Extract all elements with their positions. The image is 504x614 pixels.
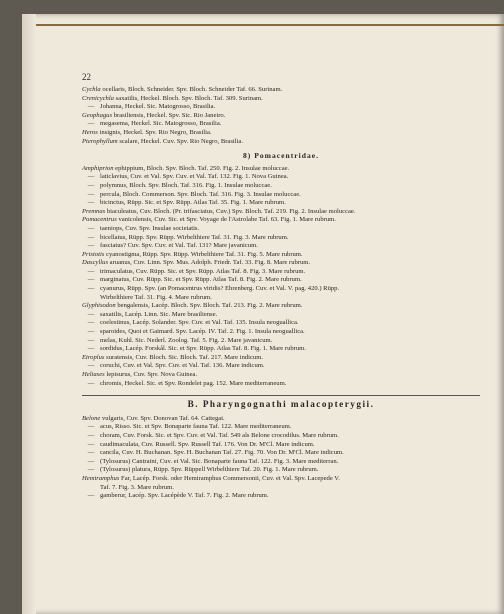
entry-text: marginatus, Cuv. Rüpp. Sic. et Spv. Rüpp. Atlas Taf. 8. Fig. 2. Mare rubrum. bbox=[100, 276, 302, 284]
block-cichlidae bbox=[82, 86, 480, 146]
entry-text: chromis, Heckel. Sic. et Spv. Rondelet pag. 152. Mare mediterraneum. bbox=[100, 379, 287, 387]
dash-mark: — bbox=[87, 423, 95, 431]
entry-line bbox=[82, 302, 480, 311]
dash-mark: — bbox=[87, 233, 95, 241]
entry-line bbox=[82, 475, 480, 484]
genus-name: Geophagus bbox=[82, 111, 113, 119]
block-pomacentridae bbox=[82, 165, 480, 388]
entry-text: suratensis, Cuv. Bloch. Sic. Bloch. Taf. 217. Mare indicum. bbox=[106, 353, 263, 361]
dash-mark: — bbox=[87, 242, 95, 250]
dash-mark: — bbox=[87, 103, 95, 111]
entry-line bbox=[82, 199, 480, 208]
genus-name: Belone bbox=[82, 414, 101, 422]
entry-text: sparoides, Quoi et Gaimard. Spv. Lacép. IV. Taf. 2. Fig. 1. Insula neoguallica. bbox=[100, 328, 305, 336]
entry-line bbox=[82, 285, 480, 294]
entry-text: ephippium, Bloch. Spv. Bloch. Taf. 250. Fig. 2. Insulae moluccae. bbox=[115, 164, 290, 172]
entry-text: vanicolensis, Cuv. Sic. et Spv. Voyage de l'Astrolabe Taf. 63. Fig. 1. Mare rubrum. bbox=[118, 216, 336, 224]
entry-line bbox=[82, 251, 480, 260]
entry-text: polymnus, Bloch. Spv. Bloch. Taf. 316. Fig. 1. Insulae moluccae. bbox=[100, 181, 272, 189]
entry-text: vulgaris, Cuv. Spv. Donovan Taf. 64. Cattegat. bbox=[101, 414, 225, 422]
dash-mark: — bbox=[87, 379, 95, 387]
entry-text: (Tylosurus) Cantraini, Cuv. et Val. Sic. Bonaparte fauna Taf. 122. Fig. 3. Mare mediterran. bbox=[100, 457, 339, 465]
dash-mark: — bbox=[87, 466, 95, 474]
entry-line bbox=[82, 173, 480, 182]
genus-name: Cychla bbox=[82, 86, 101, 93]
entry-line bbox=[82, 328, 480, 337]
genus-name: Pterophyllum bbox=[82, 137, 118, 145]
entry-text: melas, Kuhl. Sic. Nederl. Zoolog. Taf. 5. Fig. 2. Mare javanicum. bbox=[100, 336, 273, 344]
block-pharyngognathi bbox=[82, 415, 480, 501]
entry-line bbox=[82, 345, 480, 354]
genus-name: Crenicychla bbox=[82, 94, 114, 102]
entry-line bbox=[82, 242, 480, 251]
entry-line bbox=[82, 208, 480, 217]
dash-mark: — bbox=[87, 173, 95, 181]
entry-text: sordidus, Lacép. Forskål. Sic. et Spv. Rüpp. Atlas Taf. 8. Fig. 1. Mare rubrum. bbox=[100, 345, 306, 353]
entry-line bbox=[82, 466, 480, 475]
entry-line bbox=[82, 423, 480, 432]
entry-text: lepisurus, Cuv. Spv. Nova Guinea. bbox=[106, 371, 198, 378]
entry-line bbox=[82, 354, 480, 363]
entry-line bbox=[82, 120, 480, 129]
dash-mark: — bbox=[87, 431, 95, 439]
entry-text: cyanurus, Rüpp. Spv. (an Pomacentrus viridis? Ehrenberg. Cuv. et Val. V. pag. 420.) Rüpp. bbox=[100, 285, 340, 293]
entry-line bbox=[82, 380, 480, 389]
genus-name: Heros bbox=[82, 128, 98, 136]
page-top-rule bbox=[36, 24, 504, 26]
entry-text: saxatilis, Heckel. Bloch. Spv. Bloch. Taf. 309. Surinam. bbox=[115, 94, 263, 102]
dash-mark: — bbox=[87, 276, 95, 284]
entry-line bbox=[82, 225, 480, 234]
entry-text: coruchi, Cuv. et Val. Spv. Cuv. et Val. Taf. 136. Mare indicum. bbox=[100, 362, 265, 370]
entry-line bbox=[82, 182, 480, 191]
entry-text: caudimaculata, Cuv. Russell. Spv. Russell Taf. 176. Von Dr. M'Cl. Mare indicum. bbox=[100, 440, 315, 448]
entry-line bbox=[82, 103, 480, 112]
entry-text: taeniops, Cuv. Spv. Insulae societatis. bbox=[100, 224, 200, 232]
entry-continuation: Taf. 7. Fig. 3. Mare rubrum. bbox=[100, 483, 174, 491]
entry-line bbox=[82, 112, 480, 121]
genus-name: Etroplus bbox=[82, 353, 105, 361]
genus-name: Glyphisodon bbox=[82, 302, 116, 310]
entry-line bbox=[82, 216, 480, 225]
entry-text: bicinctus, Rüpp. Sic. et Spv. Rüpp. Atlas Taf. 35. Fig. 1. Mare rubrum. bbox=[100, 199, 286, 207]
entry-text: fasciatus? Cuv. Spv. Cuv. et Val. Taf. 131? Mare javanicum. bbox=[100, 242, 258, 250]
dash-mark: — bbox=[87, 328, 95, 336]
section-heading-pharyngognathi: B. Pharyngognathi malacopterygii. bbox=[82, 395, 480, 409]
entry-line bbox=[82, 129, 480, 138]
entry-line bbox=[82, 432, 480, 441]
entry-line bbox=[82, 276, 480, 285]
entry-text: megasema, Heckel. Sic. Matogrosso, Brasilia. bbox=[100, 120, 222, 128]
entry-text: aruanus, Cuv. Linn. Spv. Mus. Adolph. Friedr. Taf. 33. Fig. 8. Mare rubrum. bbox=[109, 259, 311, 267]
dash-mark: — bbox=[87, 120, 95, 128]
entry-line bbox=[82, 458, 480, 467]
entry-text: saxatilis, Lacép. Linn. Sic. Mare brasiliense. bbox=[100, 310, 218, 318]
entry-line bbox=[82, 449, 480, 458]
entry-text: ocellaris, Bloch. Schneider. Spv. Bloch. Schneider Taf. 66. Surinam. bbox=[102, 86, 283, 93]
entry-line bbox=[82, 371, 480, 380]
genus-name: Heliases bbox=[82, 371, 105, 378]
entry-text: brasiliensis, Heckel. Spv. Sic. Rio Janeiro. bbox=[113, 111, 226, 119]
dash-mark: — bbox=[87, 285, 95, 293]
entry-text: biaculeatus, Cuv. Bloch. (Pr. trifasciatus, Cuv.) Spv. Bloch. Taf. 219. Fig. 2. Insulae moluccae. bbox=[106, 207, 356, 215]
entry-line bbox=[82, 234, 480, 243]
entry-continuation: Wirbelthiere Taf. 31. Fig. 4. Mare rubrum. bbox=[100, 293, 212, 301]
entry-text: Johanna, Heckel. Sic. Matogrosso, Brasilia. bbox=[100, 103, 216, 111]
genus-name: Amphiprion bbox=[82, 164, 114, 172]
dash-mark: — bbox=[87, 267, 95, 275]
dash-mark: — bbox=[87, 224, 95, 232]
dash-mark: — bbox=[87, 457, 95, 465]
genus-name: Premnas bbox=[82, 207, 106, 215]
entry-text: bengalensis, Lacép. Bloch. Spv. Bloch. Taf. 213. Fig. 2. Mare rubrum. bbox=[117, 302, 303, 310]
dash-mark: — bbox=[87, 199, 95, 207]
entry-text: bicellatus, Rüpp. Spv. Rüpp. Wirbelthiere Taf. 31. Fig. 3. Mare rubrum. bbox=[100, 233, 289, 241]
genus-name: Pomacentrus bbox=[82, 216, 117, 224]
genus-name: Dascyllus bbox=[82, 259, 109, 267]
entry-list bbox=[82, 86, 480, 501]
dash-mark: — bbox=[87, 449, 95, 457]
entry-line bbox=[82, 86, 480, 95]
entry-line bbox=[82, 165, 480, 174]
entry-text: acus, Risso. Sic. et Spv. Bonaparte fauna Taf. 122. Mare mediterraneum. bbox=[100, 423, 292, 431]
entry-text: cyanostigma, Rüpp. Spv. Rüpp. Wirbelthiere Taf. 31. Fig. 5. Mare rubrum. bbox=[106, 250, 303, 258]
section-heading-pomacentridae: 8) Pomacentridae. bbox=[242, 151, 320, 161]
entry-line bbox=[82, 95, 480, 104]
entry-line bbox=[82, 492, 480, 501]
entry-line bbox=[82, 268, 480, 277]
dash-mark: — bbox=[87, 336, 95, 344]
entry-text: cancila, Cuv. H. Buchanan. Spv. H. Buchanan Taf. 27. Fig. 70. Von Dr. M'Cl. Mare indicum. bbox=[100, 449, 344, 457]
page-number: 22 bbox=[82, 72, 91, 82]
dash-mark: — bbox=[87, 492, 95, 500]
dash-mark: — bbox=[87, 190, 95, 198]
entry-text: (Tylosurus) platura, Rüpp. Spv. Rüppell Wirbelthiere Taf. 20. Fig. 1. Mare rubrum. bbox=[100, 466, 319, 474]
entry-line bbox=[82, 311, 480, 320]
entry-text: gamberur, Lacép. Spv. Lacépède V. Taf. 7. Fig. 2. Mare rubrum. bbox=[100, 492, 269, 500]
entry-text: choram, Cuv. Forsk. Sic. et Spv. Cuv. et Val. Taf. 549 als Belone crocodilus. Mare rubrum. bbox=[100, 431, 339, 439]
dash-mark: — bbox=[87, 440, 95, 448]
dash-mark: — bbox=[87, 345, 95, 353]
entry-line bbox=[82, 362, 480, 371]
genus-name: Pristotis bbox=[82, 250, 105, 258]
entry-text: coelestinus, Lacép. Solander. Spv. Cuv. et Val. Taf. 135. Insula neoguallica. bbox=[100, 319, 299, 327]
dash-mark: — bbox=[87, 310, 95, 318]
entry-text: scalare, Heckel. Cuv. Spv. Rio Negro, Brasilia. bbox=[119, 137, 243, 145]
entry-text: Far, Lacép. Forsk. oder Hemiramphus Commersonii, Cuv. et Val. Spv. Lacepede V. bbox=[121, 474, 340, 482]
entry-line bbox=[82, 319, 480, 328]
entry-line bbox=[82, 191, 480, 200]
entry-text: trimaculatus, Cuv. Rüpp. Sic. et Spv. Rüpp. Atlas Taf. 8. Fig. 3. Mare rubrum. bbox=[100, 267, 306, 275]
entry-text: percula, Bloch. Commerson. Spv. Bloch. Taf. 316. Fig. 3. Insulae moluccae. bbox=[100, 190, 301, 198]
dash-mark: — bbox=[87, 319, 95, 327]
entry-line bbox=[82, 415, 480, 424]
dash-mark: — bbox=[87, 362, 95, 370]
entry-text: laticlavius, Cuv. et Val. Spv. Cuv. et Val. Taf. 132. Fig. 1. Nova Guinea. bbox=[100, 173, 289, 181]
entry-text: insignis, Heckel. Spv. Rio Negro, Brasilia. bbox=[99, 128, 212, 136]
entry-line bbox=[82, 138, 480, 147]
genus-name: Hemiramphus bbox=[82, 474, 120, 482]
entry-line bbox=[82, 259, 480, 268]
dash-mark: — bbox=[87, 181, 95, 189]
entry-line bbox=[82, 337, 480, 346]
entry-line bbox=[82, 441, 480, 450]
